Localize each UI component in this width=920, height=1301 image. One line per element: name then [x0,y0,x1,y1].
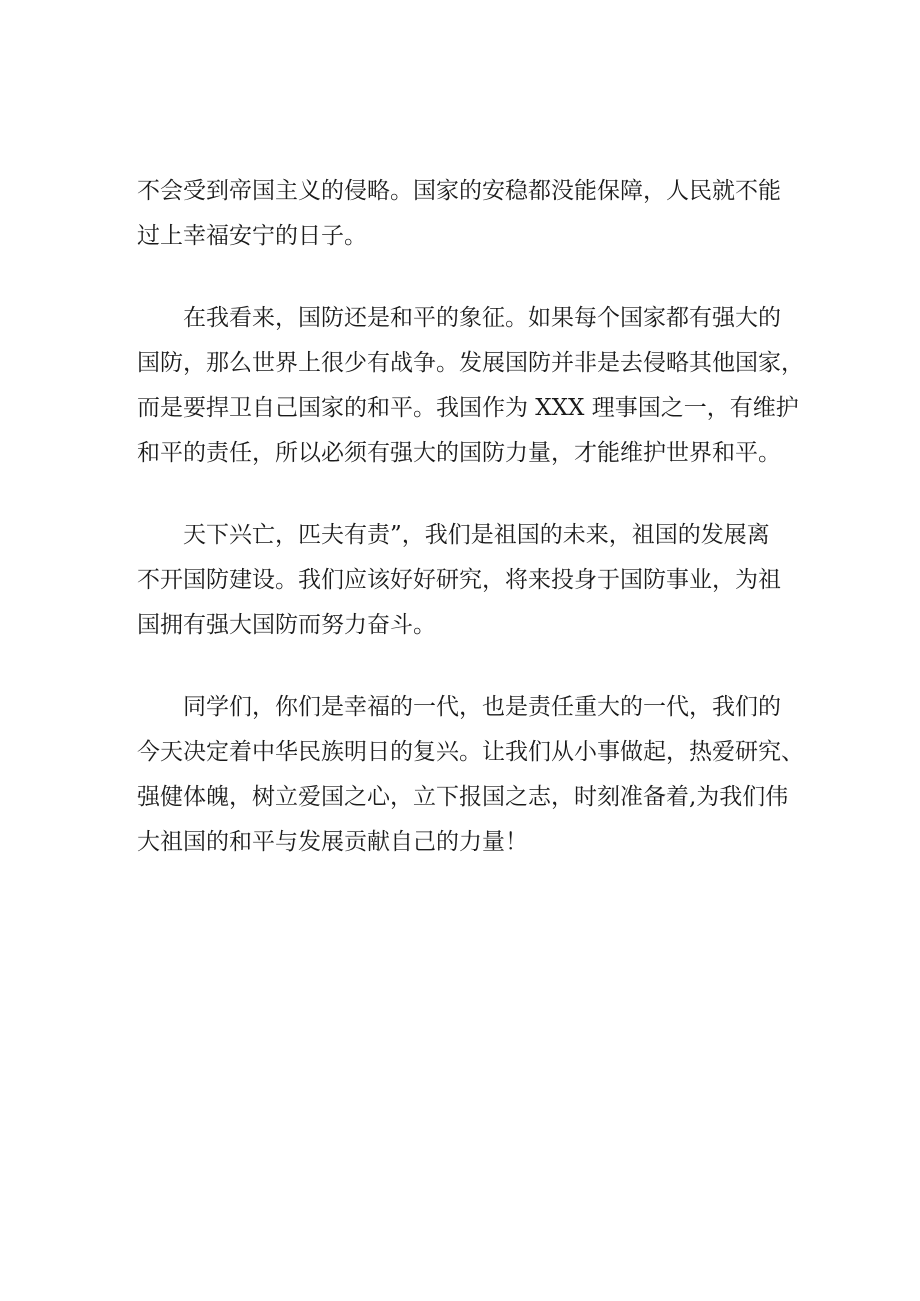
text-line: 在我看来，国防还是和平的象征。如果每个国家都有强大的 [183,305,781,331]
text-line: 强健体魄，树立爱国之心，立下报国之志，时刻准备着,为我们伟 [137,784,789,810]
text-line: 和平的责任，所以必须有强大的国防力量，才能维护世界和平。 [137,440,781,466]
paragraph-gap [137,648,797,685]
text-line: 而是要捍卫自己国家的和平。我国作为 XXX 理事国之一，有维护 [137,395,799,421]
text-line: 国防，那么世界上很少有战争。发展国防并非是去侵略其他国家， [137,350,804,376]
text-line: 不会受到帝国主义的侵略。国家的安稳都没能保障，人民就不能 [137,178,781,204]
paragraph-gap [137,476,797,513]
text-line: 天下兴亡，匹夫有责”，我们是祖国的未来，祖国的发展离 [183,522,770,548]
paragraph-4 [137,685,804,865]
text-line: 国拥有强大国防而努力奋斗。 [137,612,436,638]
text-line: 同学们，你们是幸福的一代，也是责任重大的一代，我们的 [183,694,781,720]
text-line: 今天决定着中华民族明日的复兴。让我们从小事做起，热爱研究、 [137,739,804,765]
text-line: 大祖国的和平与发展贡献自己的力量！ [137,829,528,855]
paragraph-3 [137,513,797,648]
text-line: 不开国防建设。我们应该好好研究，将来投身于国防事业，为祖 [137,567,781,593]
paragraph-1 [137,169,797,259]
paragraph-gap [137,259,797,296]
document-body [137,169,804,865]
paragraph-2 [137,296,804,476]
text-line: 过上幸福安宁的日子。 [137,223,367,249]
